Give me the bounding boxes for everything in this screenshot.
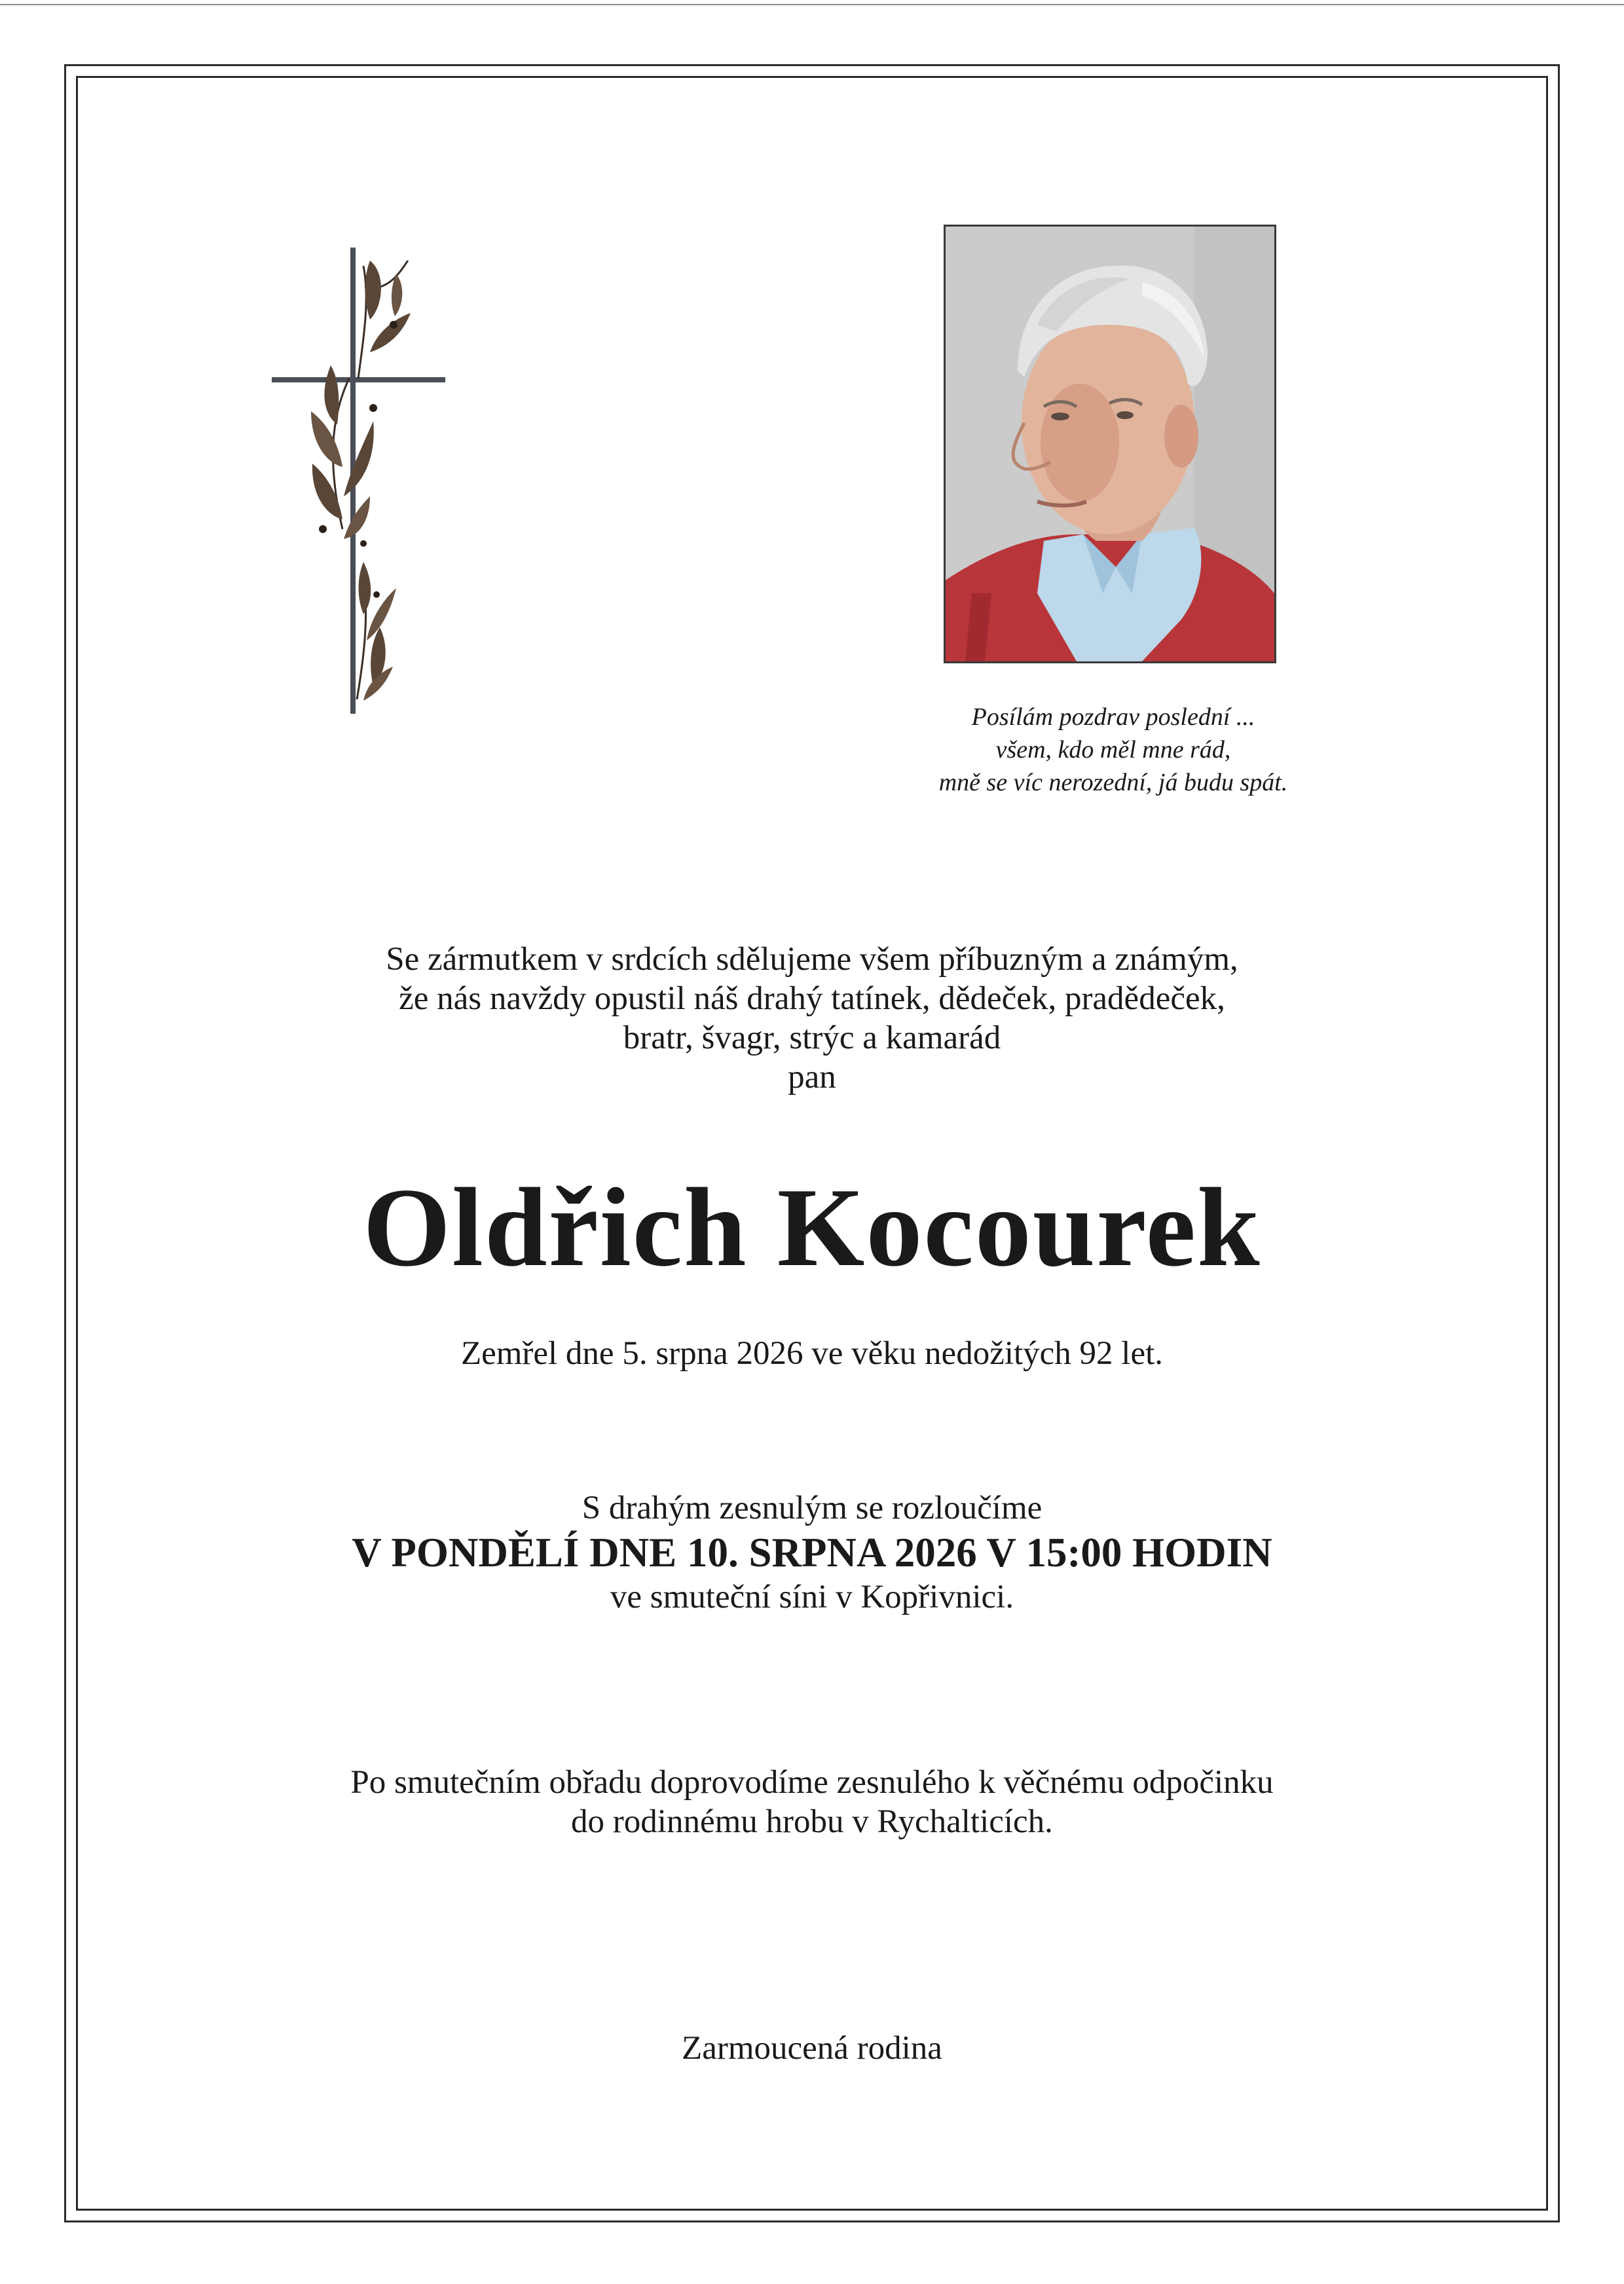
death-notice: Zemřel dne 5. srpna 2026 ve věku nedožitých 92 let. [460, 1335, 1164, 1372]
burial-info [157, 1763, 1467, 1841]
scan-edge-line [0, 4, 1624, 5]
deceased-name: Oldřich Kocourek [363, 1166, 1261, 1290]
farewell-date-time: V PONDĚLÍ DNE 10. SRPNA 2026 V 15:00 HODIN [352, 1530, 1272, 1575]
farewell-place: ve smuteční síni v Kopřivnici. [610, 1579, 1014, 1615]
poem-line: mně se víc nerozední, já budu spát. [938, 769, 1288, 796]
announcement-line: Se zármutkem v srdcích sdělujeme všem příbuzným a známým, [386, 941, 1238, 978]
announcement-line: bratr, švagr, strýc a kamarád [623, 1020, 1001, 1056]
poem-verse [851, 701, 1375, 799]
poem-line: Posílám pozdrav poslední ... [971, 703, 1255, 731]
family-signature: Zarmoucená rodina [682, 2030, 942, 2067]
farewell-intro: S drahým zesnulým se rozloučíme [581, 1490, 1043, 1526]
poem-line: všem, kdo měl mne rád, [995, 736, 1231, 764]
burial-line: do rodinnému hrobu v Rychalticích. [571, 1803, 1053, 1840]
burial-line: Po smutečním obřadu doprovodíme zesnulého k věčnému odpočinku [350, 1764, 1274, 1801]
farewell-info [157, 1488, 1467, 1617]
announcement-text [157, 940, 1467, 1097]
announcement-line: pan [788, 1059, 836, 1096]
cross-with-olive-branches-icon [265, 248, 455, 719]
portrait-photo [944, 225, 1276, 663]
announcement-line: že nás navždy opustil náš drahý tatínek, dědeček, pradědeček, [399, 980, 1225, 1017]
